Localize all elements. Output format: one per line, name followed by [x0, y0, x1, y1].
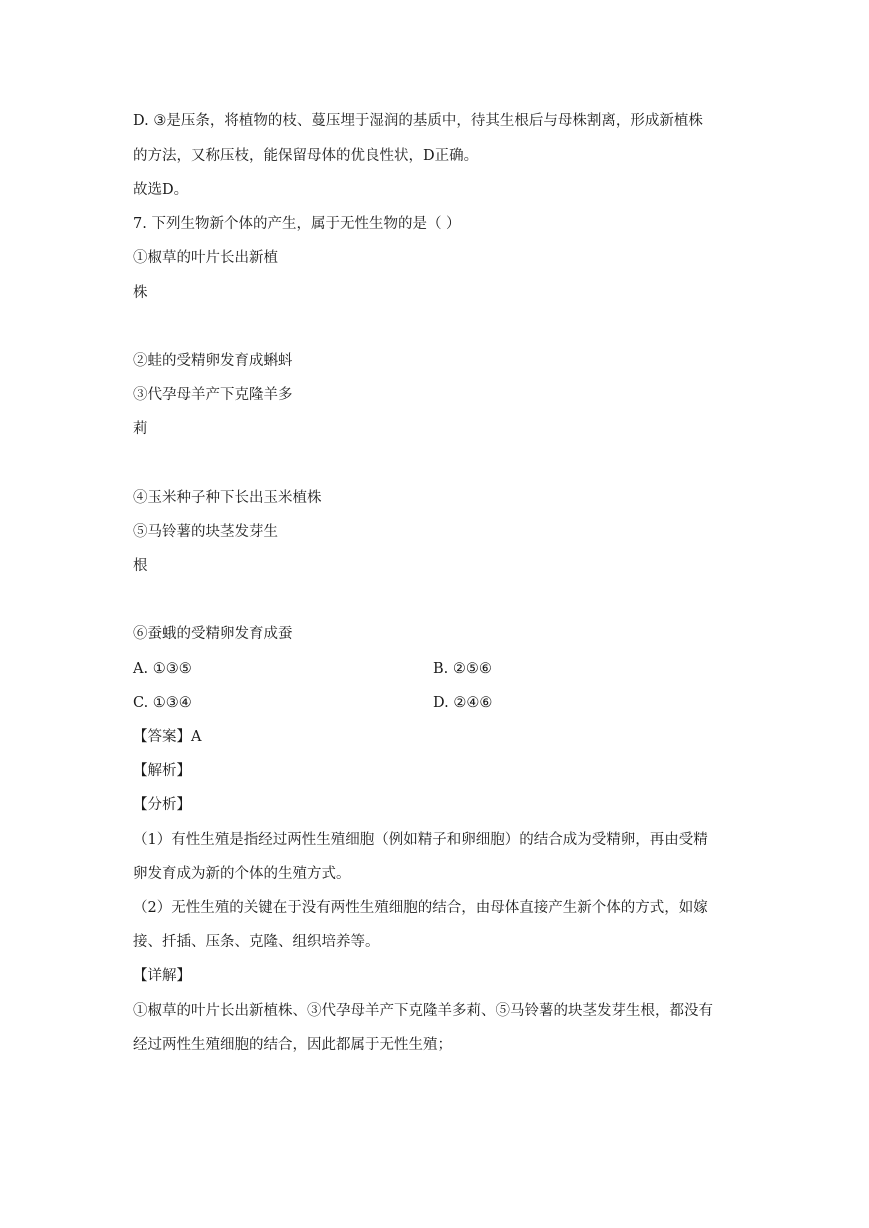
explanation-header: 【解析】 [133, 763, 191, 779]
question-item: ⑤马铃薯的块茎发芽生 [133, 524, 278, 540]
question-item: ③代孕母羊产下克隆羊多 [133, 387, 293, 403]
question-item: ①椒草的叶片长出新植 [133, 250, 278, 266]
analysis-paragraph-2-line-2: 接、扦插、压条、克隆、组织培养等。 [133, 934, 380, 950]
answer-line: 【答案】A [133, 729, 202, 745]
analysis-paragraph-2-line-1: （2）无性生殖的关键在于没有两性生殖细胞的结合，由母体直接产生新个体的方式，如嫁 [133, 900, 708, 916]
analysis-paragraph-1-line-2: 卵发育成为新的个体的生殖方式。 [133, 866, 351, 882]
question-item: ②蛙的受精卵发育成蝌蚪 [133, 353, 293, 369]
detail-line-1: ①椒草的叶片长出新植株、③代孕母羊产下克隆羊多莉、⑤马铃薯的块茎发芽生根，都没有 [133, 1003, 713, 1019]
carryover-line-2: 的方法，又称压枝，能保留母体的优良性状，D正确。 [133, 148, 479, 164]
carryover-line-1: D. ③是压条，将植物的枝、蔓压埋于湿润的基质中，待其生根后与母株割离，形成新植株 [133, 113, 703, 129]
analysis-paragraph-1-line-1: （1）有性生殖是指经过两性生殖细胞（例如精子和卵细胞）的结合成为受精卵，再由受精 [133, 832, 708, 848]
question-item: 莉 [133, 421, 148, 437]
option-c: C. ①③④ [133, 695, 192, 711]
question-item: ⑥蚕蛾的受精卵发育成蚕 [133, 626, 293, 642]
detail-header: 【详解】 [133, 968, 191, 984]
option-a: A. ①③⑤ [133, 661, 192, 677]
option-d: D. ②④⑥ [433, 695, 493, 711]
analysis-header: 【分析】 [133, 797, 191, 813]
question-item: 株 [133, 285, 148, 301]
question-stem: 7. 下列生物新个体的产生，属于无性生物的是（ ） [133, 216, 461, 232]
detail-line-2: 经过两性生殖细胞的结合，因此都属于无性生殖； [133, 1037, 452, 1053]
question-item: 根 [133, 558, 148, 574]
option-b: B. ②⑤⑥ [433, 661, 492, 677]
question-item: ④玉米种子种下长出玉米植株 [133, 490, 322, 506]
carryover-conclusion: 故选D。 [133, 182, 189, 198]
